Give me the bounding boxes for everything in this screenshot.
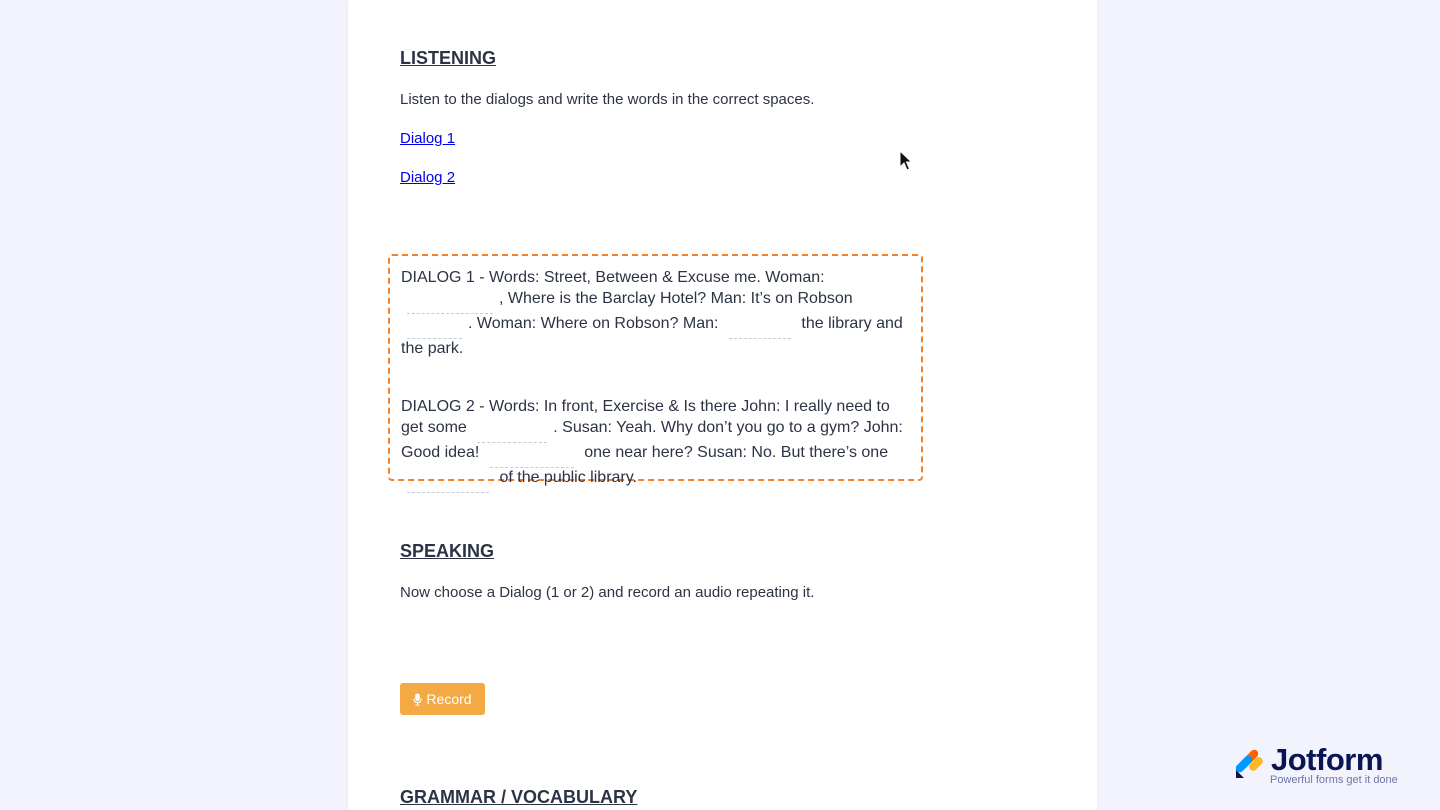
- dialog-1-text-part: . Woman: Where on Robson? Man:: [468, 314, 719, 332]
- dialog-1-blank-1[interactable]: [407, 295, 493, 314]
- grammar-vocabulary-heading: GRAMMAR / VOCABULARY: [400, 787, 638, 807]
- dialog-2-text-part: DIALOG 2 - Words: In front, Exercise & Is there John: I really need to get some: [401, 398, 890, 436]
- record-button-label: Record: [426, 691, 472, 707]
- microphone-icon: [413, 693, 422, 706]
- dialog-2-text-part: of the public library.: [499, 468, 637, 486]
- mouse-cursor-icon: [899, 150, 913, 172]
- dialog-1-text-part: DIALOG 1 - Words: Street, Between & Excuse me. Woman:: [401, 269, 825, 286]
- dialog-1-text-part: the library and the park.: [401, 314, 903, 357]
- dialog-2-text: [401, 397, 913, 493]
- dialog-1-text: [401, 268, 913, 359]
- dialog-2-blank-1[interactable]: [477, 424, 547, 443]
- dialog-2-blank-2[interactable]: [490, 449, 574, 468]
- jotform-tagline: Powerful forms get it done: [1270, 774, 1398, 786]
- listening-instruction: Listen to the dialogs and write the words in the correct spaces.: [400, 91, 815, 108]
- dialog-1-blank-2[interactable]: [407, 320, 462, 339]
- dialog-2-text-part: . Susan: Yeah. Why don’t you go to a gym? John: Good idea!: [401, 418, 903, 461]
- jotform-logo-icon: [1234, 746, 1268, 780]
- dialog-1-text-part: , Where is the Barclay Hotel? Man: It’s on Robson: [499, 289, 853, 307]
- dialog-fill-in-blank-box: [388, 254, 923, 486]
- speaking-instruction: Now choose a Dialog (1 or 2) and record an audio repeating it.: [400, 584, 815, 601]
- dialog-1-blank-3[interactable]: [729, 320, 791, 339]
- dialog-1-link[interactable]: Dialog 1: [400, 130, 456, 147]
- dialog-2-blank-3[interactable]: [407, 474, 489, 493]
- jotform-badge[interactable]: [1234, 744, 1409, 790]
- jotform-brand-name: Jotform: [1271, 742, 1383, 777]
- dialog-2-text-part: one near here? Susan: No. But there’s one: [584, 443, 889, 461]
- record-button[interactable]: [400, 683, 485, 715]
- speaking-heading: SPEAKING: [400, 541, 495, 561]
- listening-heading: LISTENING: [400, 48, 497, 68]
- dialog-2-link[interactable]: Dialog 2: [400, 169, 456, 186]
